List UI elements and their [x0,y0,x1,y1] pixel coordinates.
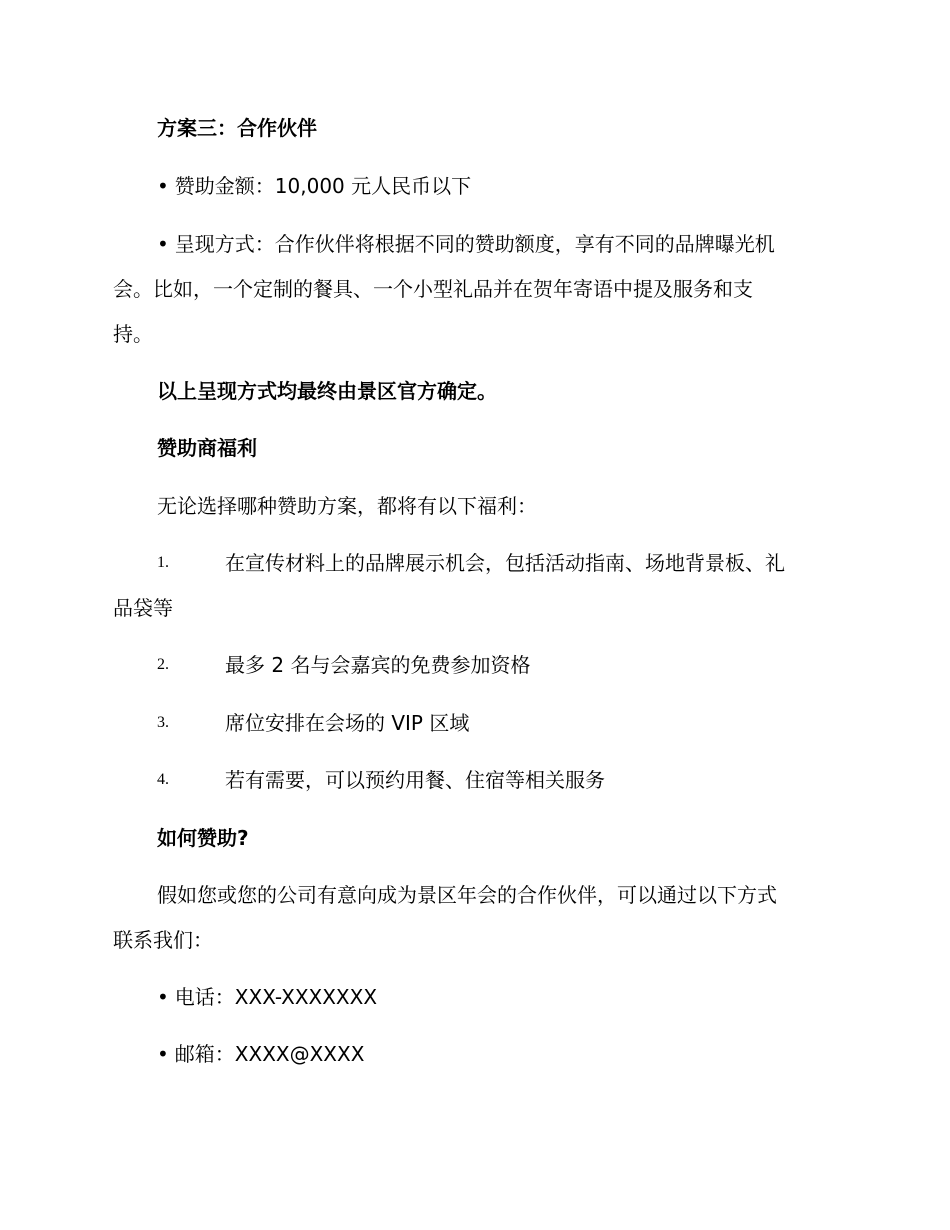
benefit-item-4: 若有需要，可以预约用餐、住宿等相关服务 [225,768,605,792]
benefit-item-3: 席位安排在会场的 VIP 区域 [225,711,470,735]
plan3-presentation-line3: 持。 [113,322,153,346]
bullet: • [157,232,169,256]
how-heading: 如何赞助? [157,826,249,850]
how-intro-line1: 假如您或您的公司有意向成为景区年会的合作伙伴，可以通过以下方式 [157,883,777,907]
final-note: 以上呈现方式均最终由景区官方确定。 [157,379,497,403]
email-label: 邮箱： [174,1042,235,1066]
amount-value: 10,000 元人民币以下 [274,174,472,198]
phone-value: XXX-XXXXXXX [234,985,378,1009]
plan3-amount [157,172,471,200]
plan3-presentation-line2: 会。比如，一个定制的餐具、一个小型礼品并在贺年寄语中提及服务和支 [113,277,753,301]
benefit-item-1-line2: 品袋等 [113,596,173,620]
benefit-item-2: 最多 2 名与会嘉宾的免费参加资格 [225,653,531,677]
how-intro-line2: 联系我们： [113,928,213,952]
benefit-number-4: 4. [157,771,169,788]
benefit-number-2: 2. [157,656,169,673]
bullet: • [157,174,169,198]
email-value: XXXX@XXXX [234,1042,365,1066]
benefit-number-1: 1. [157,554,169,571]
plan3-heading: 方案三：合作伙伴 [157,116,317,140]
contact-phone [157,983,377,1011]
phone-label: 电话： [174,985,235,1009]
amount-label: 赞助金额： [174,174,275,198]
plan3-presentation-line1 [157,230,775,258]
benefit-item-1-line1: 在宣传材料上的品牌展示机会，包括活动指南、场地背景板、礼 [225,551,785,575]
benefit-number-3: 3. [157,714,169,731]
benefits-intro: 无论选择哪种赞助方案，都将有以下福利： [157,494,537,518]
presentation-text: 呈现方式：合作伙伴将根据不同的赞助额度，享有不同的品牌曝光机 [174,232,775,256]
bullet: • [157,985,169,1009]
bullet: • [157,1042,169,1066]
benefits-heading: 赞助商福利 [157,436,257,460]
contact-email [157,1040,364,1068]
